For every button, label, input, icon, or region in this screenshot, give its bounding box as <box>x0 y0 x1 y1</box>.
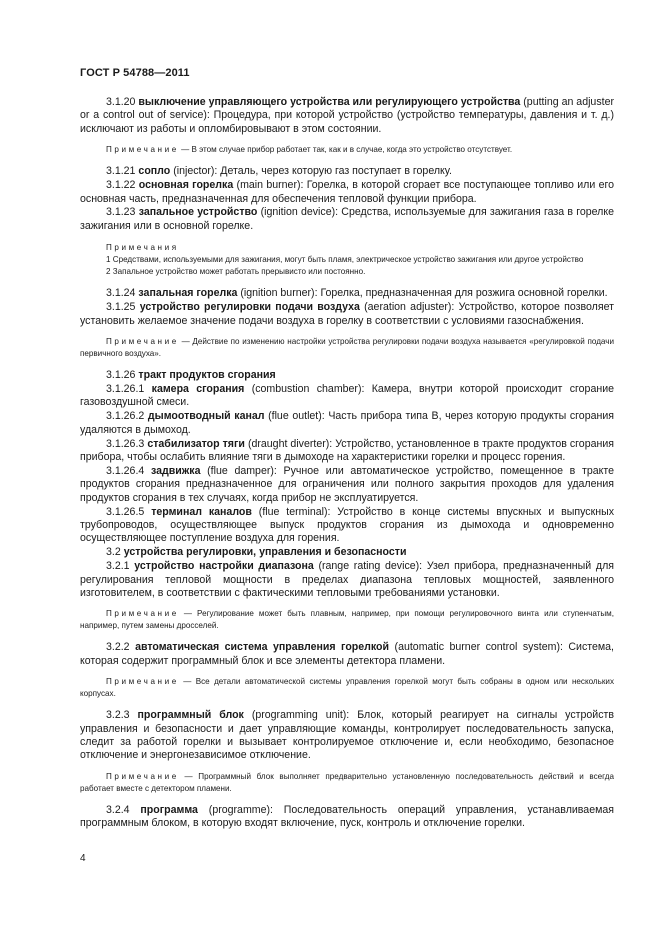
clause-3-2-4: 3.2.4 программа (programme): Последовательность операций управления, устанавливаемая программным блоком, в которую входят включение, пуск, контроль и отключение горелки. <box>80 803 614 830</box>
term: основная горелка <box>138 179 234 192</box>
note: Примечание — Все детали автоматической системы управления горелкой могут быть собраны в одном или нескольких корпусах. <box>80 677 614 699</box>
page-header: ГОСТ Р 54788—2011 <box>80 67 190 79</box>
term: программа <box>140 803 198 816</box>
note-item: 1 Средствами, используемыми для зажигания, могут быть пламя, электрическое устройство зажигания или другое устройство <box>106 255 584 265</box>
document-body <box>80 96 614 831</box>
clause-3-1-26-4: 3.1.26.4 задвижка (flue damper): Ручное или автоматическое устройство, помещенное в тракте продуктов сгорания предназначенное для ограничения или полного закрытия проходов для удаления продуктов сгорания в тех случаях, когда прибор не эксплуатируется. <box>80 464 614 504</box>
term: стабилизатор тяги <box>147 437 245 450</box>
clause-3-2-3: 3.2.3 программный блок (programming unit): Блок, который реагирует на сигналы устройств управления и безопасности и дает управляющие команды, контролирует последовательность запуска, следит за работой горелки и вызывает контролируемое отключение и, если необходимо, безопасное отключение и энергонезависимое отключение. <box>80 709 614 762</box>
note: Примечание — В этом случае прибор работает так, как и в случае, когда это устройство отсутствует. <box>106 145 513 155</box>
term: устройство регулировки подачи воздуха <box>139 301 360 314</box>
term: сопло <box>138 165 171 178</box>
clause-3-2-2: 3.2.2 автоматическая система управления горелкой (automatic burner control system): Система, которая содержит программный блок и все элементы детектора пламени. <box>80 641 615 667</box>
term: выключение управляющего устройства или регулирующего устройства <box>138 96 521 108</box>
term: тракт продуктов сгорания <box>138 368 276 381</box>
term: устройства регулировки, управления и безопасности <box>123 546 407 559</box>
clause-3-1-25: 3.1.25 устройство регулировки подачи воздуха (aeration adjuster): Устройство, которое позволяет установить желаемое значение подачи воздуха в горелку в соответствии с условиями газоснабжения. <box>80 301 614 327</box>
clause-3-2-1: 3.2.1 устройство настройки диапазона (range rating device): Узел прибора, предназначенный для регулирования тепловой мощности в пределах диапазона тепловых мощностей, заявленного изготовителем, в соответствии с фактическими тепловыми требованиями установки. <box>80 560 614 599</box>
clause-3-1-23: 3.1.23 запальное устройство (ignition device): Средства, используемые для зажигания газа в горелке зажигания или в основной горелке. <box>80 206 614 232</box>
note-item: 2 Запальное устройство может работать прерывисто или постоянно. <box>106 267 366 277</box>
term: запальное устройство <box>138 206 258 219</box>
term: камера сгорания <box>151 382 245 395</box>
term: устройство настройки диапазона <box>134 560 314 573</box>
term: дымоотводный канал <box>147 410 265 423</box>
note: Примечание — Регулирование может быть плавным, например, при помощи регулировочного винта или ступенчатым, например, путем замены дросселей. <box>80 609 614 631</box>
clause-3-1-24: 3.1.24 запальная горелка (ignition burner): Горелка, предназначенная для розжига основной горелки. <box>106 287 608 300</box>
clause-3-1-21: 3.1.21 сопло (injector): Деталь, через которую газ поступает в горелку. <box>106 165 452 178</box>
page-number: 4 <box>80 853 86 864</box>
note: Примечание — Программный блок выполняет предварительно установленную последовательность действий и всегда работает вместе с детектором пламени. <box>80 771 614 793</box>
term: запальная горелка <box>138 287 238 300</box>
term: программный блок <box>137 709 244 722</box>
notes-heading: Примечания <box>106 243 179 253</box>
clause-3-1-26: 3.1.26 тракт продуктов сгорания <box>106 368 276 381</box>
clause-3-1-22: 3.1.22 основная горелка (main burner): Горелка, в которой сгорает все поступающее топливо или его основная часть, предназначенная для обеспечения тепловой функции прибора. <box>80 179 614 205</box>
note: Примечание — Действие по изменению настройки устройства регулировки подачи воздуха называется «регулировкой подачи первичного воздуха». <box>80 336 614 358</box>
clause-3-2: 3.2 устройства регулировки, управления и безопасности <box>106 546 407 559</box>
term: терминал каналов <box>151 505 252 518</box>
term: автоматическая система управления горелкой <box>135 641 390 654</box>
clause-3-1-20: 3.1.20 выключение управляющего устройства или регулирующего устройства (putting an adjuster or a control out of service): Процедура, при которой устройство (устройство температуры, давления и т. д.) исключают из работы и опломбировывают в этом состоянии. <box>80 96 614 135</box>
clause-3-1-26-5: 3.1.26.5 терминал каналов (flue terminal): Устройство в конце системы впускных и выпускных трубопроводов, осуществляющее выпуск продуктов сгорания из дымохода и одновременно осуществляющее поступление воздуха для горения. <box>80 505 614 545</box>
term: задвижка <box>150 464 201 477</box>
clause-3-1-26-1: 3.1.26.1 камера сгорания (combustion chamber): Камера, внутри которой происходит сгорание газовоздушной смеси. <box>80 382 614 409</box>
clause-3-1-26-2: 3.1.26.2 дымоотводный канал (flue outlet): Часть прибора типа В, через которую продукты сгорания удаляются в дымоход. <box>80 410 614 436</box>
clause-3-1-26-3: 3.1.26.3 стабилизатор тяги (draught diverter): Устройство, установленное в тракте продуктов сгорания прибора, чтобы ослабить влияние тяги в дымоходе на характеристики горелки и процесс горения. <box>80 437 614 463</box>
